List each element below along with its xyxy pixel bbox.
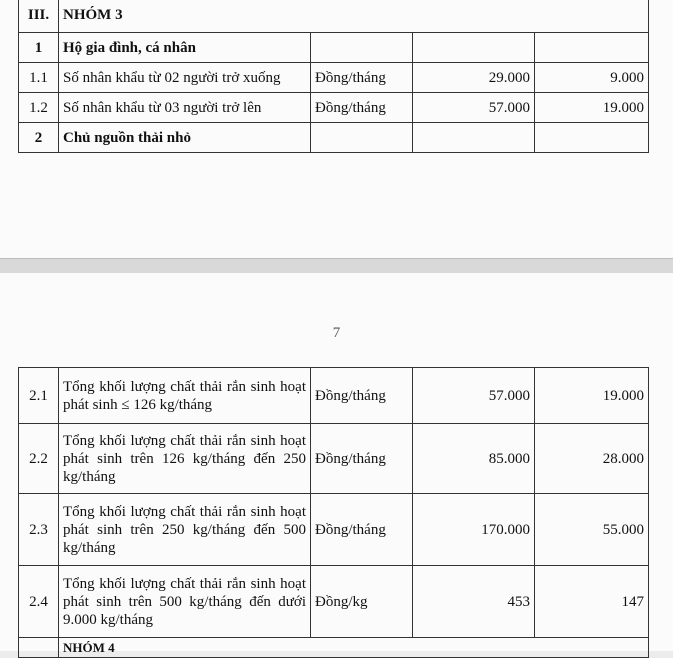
row-unit: Đồng/tháng <box>311 93 413 123</box>
row-value-2: 19.000 <box>535 93 649 123</box>
row-unit: Đồng/tháng <box>311 368 413 424</box>
empty-cell <box>413 123 535 153</box>
row-value-1: 170.000 <box>413 494 535 566</box>
row-description: Tổng khối lượng chất thải rắn sinh hoạt phát sinh trên 126 kg/tháng đến 250 kg/tháng <box>59 424 311 494</box>
section-label: Chủ nguồn thải nhỏ <box>59 123 311 153</box>
cut-row <box>19 638 649 658</box>
section-number: 1 <box>19 33 59 63</box>
group-number: III. <box>19 0 59 33</box>
row-number: 1.2 <box>19 93 59 123</box>
section-label: Hộ gia đình, cá nhân <box>59 33 311 63</box>
row-value-2: 9.000 <box>535 63 649 93</box>
row-value-2: 19.000 <box>535 368 649 424</box>
row-unit: Đồng/tháng <box>311 63 413 93</box>
row-value-2: 147 <box>535 566 649 638</box>
table-row <box>19 494 649 566</box>
row-number: 1.1 <box>19 63 59 93</box>
section-row <box>19 123 649 153</box>
row-number: 2.3 <box>19 494 59 566</box>
page-break <box>0 258 673 274</box>
row-unit: Đồng/kg <box>311 566 413 638</box>
row-number: 2.4 <box>19 566 59 638</box>
fee-table-bottom <box>18 367 649 658</box>
empty-cell <box>535 33 649 63</box>
row-description: Tổng khối lượng chất thải rắn sinh hoạt phát sinh ≤ 126 kg/tháng <box>59 368 311 424</box>
row-description: Tổng khối lượng chất thải rắn sinh hoạt phát sinh trên 250 kg/tháng đến 500 kg/tháng <box>59 494 311 566</box>
empty-cell <box>413 33 535 63</box>
fee-table-top <box>18 0 649 153</box>
row-description: Số nhân khẩu từ 02 người trở xuống <box>59 63 311 93</box>
row-value-1: 85.000 <box>413 424 535 494</box>
row-value-1: 57.000 <box>413 368 535 424</box>
row-description: Số nhân khẩu từ 03 người trở lên <box>59 93 311 123</box>
empty-cell <box>535 123 649 153</box>
row-value-2: 55.000 <box>535 494 649 566</box>
row-value-2: 28.000 <box>535 424 649 494</box>
table-row <box>19 93 649 123</box>
page-number: 7 <box>332 325 341 341</box>
row-unit: Đồng/tháng <box>311 424 413 494</box>
group-label: NHÓM 3 <box>59 0 649 33</box>
row-unit: Đồng/tháng <box>311 494 413 566</box>
row-value-1: 453 <box>413 566 535 638</box>
table-row <box>19 566 649 638</box>
table-row <box>19 368 649 424</box>
row-value-1: 29.000 <box>413 63 535 93</box>
page-top <box>0 0 673 258</box>
row-number: 2.1 <box>19 368 59 424</box>
group-row <box>19 0 649 33</box>
row-number: 2.2 <box>19 424 59 494</box>
empty-cell <box>311 33 413 63</box>
empty-cell <box>311 123 413 153</box>
section-row <box>19 33 649 63</box>
row-description: Tổng khối lượng chất thải rắn sinh hoạt phát sinh trên 500 kg/tháng đến dưới 9.000 kg/tháng <box>59 566 311 638</box>
empty-cell <box>19 638 59 658</box>
section-number: 2 <box>19 123 59 153</box>
next-group-label: NHÓM 4 <box>59 638 649 658</box>
table-row <box>19 424 649 494</box>
row-value-1: 57.000 <box>413 93 535 123</box>
table-row <box>19 63 649 93</box>
